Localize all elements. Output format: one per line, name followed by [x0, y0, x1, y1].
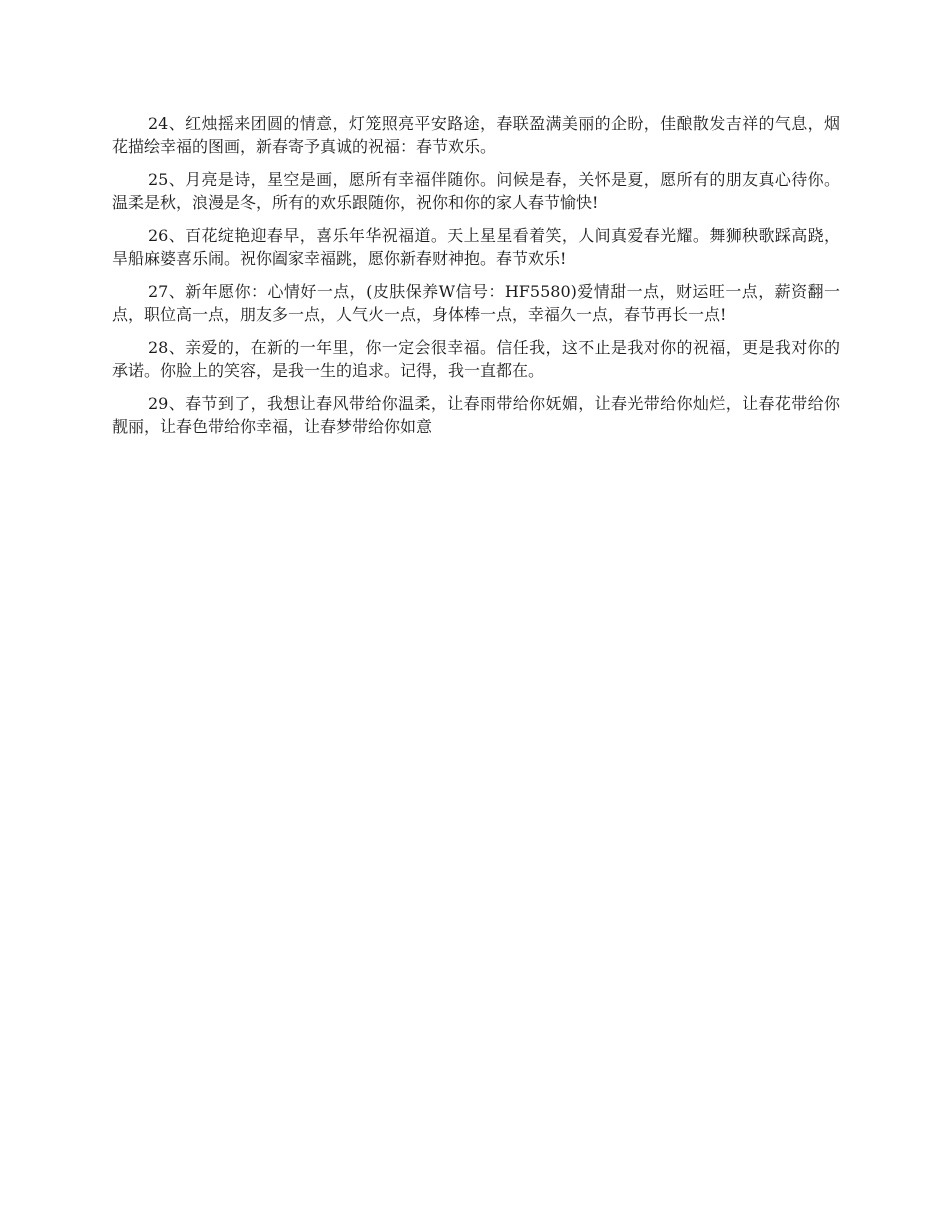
paragraph-24: 24、红烛摇来团圆的情意，灯笼照亮平安路途，春联盈满美丽的企盼，佳酿散发吉祥的气息，烟花描绘幸福的图画，新春寄予真诚的祝福：春节欢乐。 — [112, 114, 840, 156]
paragraph-27: 27、新年愿你：心情好一点，(皮肤保养W信号：HF5580)爱情甜一点，财运旺一点，薪资翻一点，职位高一点，朋友多一点，人气火一点，身体棒一点，幸福久一点，春节再长一点! — [112, 282, 840, 324]
paragraph-29: 29、春节到了，我想让春风带给你温柔，让春雨带给你妩媚，让春光带给你灿烂，让春花带给你靓丽，让春色带给你幸福，让春梦带给你如意 — [112, 394, 840, 436]
paragraph-26: 26、百花绽艳迎春早，喜乐年华祝福道。天上星星看着笑，人间真爱春光耀。舞狮秧歌踩高跷，旱船麻婆喜乐闹。祝你阖家幸福跳，愿你新春财神抱。春节欢乐! — [112, 226, 840, 268]
document-body — [112, 112, 840, 448]
paragraph-25: 25、月亮是诗，星空是画，愿所有幸福伴随你。问候是春，关怀是夏，愿所有的朋友真心待你。温柔是秋，浪漫是冬，所有的欢乐跟随你，祝你和你的家人春节愉快! — [112, 170, 840, 212]
paragraph-28: 28、亲爱的，在新的一年里，你一定会很幸福。信任我，这不止是我对你的祝福，更是我对你的承诺。你脸上的笑容，是我一生的追求。记得，我一直都在。 — [112, 338, 840, 380]
